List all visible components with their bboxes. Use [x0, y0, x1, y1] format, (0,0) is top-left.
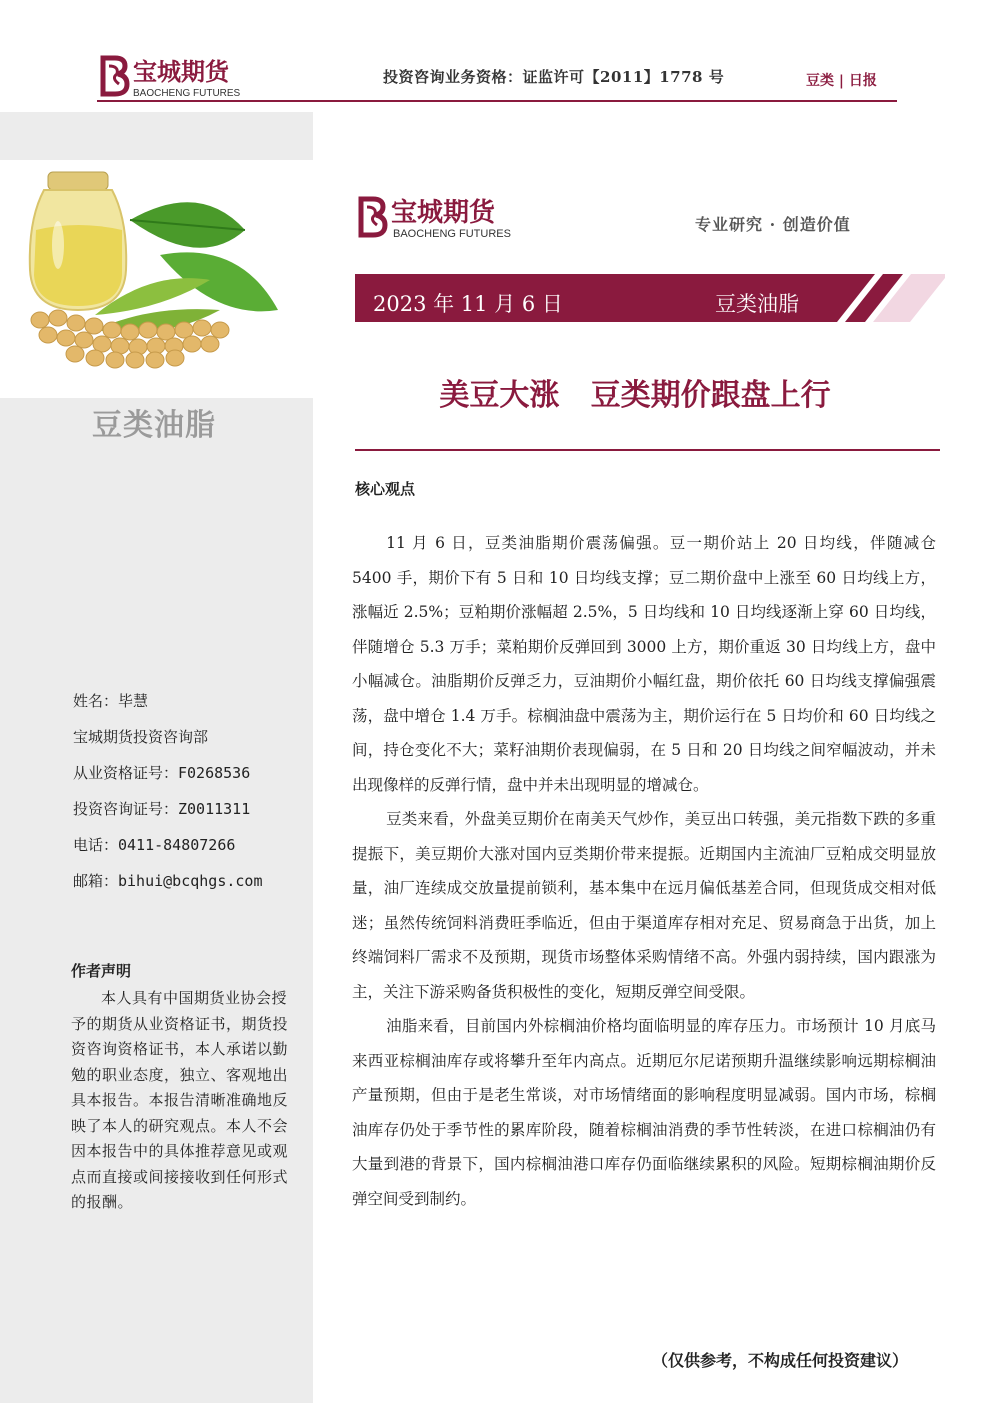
- declaration-title: 作者声明: [71, 962, 132, 980]
- qualification-text: 投资咨询业务资格：证监许可【2011】1778 号: [383, 68, 725, 86]
- paragraph-oil: 油脂来看，目前国内外棕榈油价格均面临明显的库存压力。市场预计 10 月底马来西亚棕榈油库存或将攀升至年内高点。近期厄尔尼诺预期升温继续影响远期棕榈油产量预期，但由于是老生常谈，对市场情绪面的影响程度明显减弱。国内市场，棕榈油库存仍处于季节性的累库阶段，随着棕榈油消费的季节性转淡，在进口棕榈油仍有大量到港的背景下，国内棕榈油港口库存仍面临继续累积的风险。短期棕榈油期价反弹空间受到制约。: [352, 1017, 936, 1208]
- report-body: [352, 526, 936, 1216]
- header-logo-en: BAOCHENG FUTURES: [133, 88, 241, 99]
- author-license: 从业资格证号：F0268536: [73, 764, 251, 782]
- slogan: 专业研究 · 创造价值: [695, 215, 851, 234]
- main-logo: [355, 193, 520, 241]
- headline-divider: [355, 449, 940, 451]
- sidebar-category-title: 豆类油脂: [92, 408, 216, 443]
- headline: 美豆大涨 豆类期价跟盘上行: [439, 378, 831, 413]
- main-logo-en: BAOCHENG FUTURES: [393, 228, 511, 240]
- author-consult-license: 投资咨询证号：Z0011311: [73, 800, 251, 818]
- banner-category: 豆类油脂: [715, 292, 799, 316]
- author-email: 邮箱：bihui@bcqhgs.com: [73, 872, 263, 890]
- author-name: 姓名：毕慧: [73, 692, 149, 710]
- disclaimer-footer: （仅供参考，不构成任何投资建议）: [652, 1351, 909, 1370]
- author-contact: [73, 690, 263, 906]
- paragraph-overview: 11 月 6 日，豆类油脂期价震荡偏强。豆一期价站上 20 日均线，伴随减仓 5400 手，期价下有 5 日和 10 日均线支撑；豆二期价盘中上涨至 60 日均线上方，涨幅近 2.5%；豆粕期价涨幅超 2.5%，5 日均线和 10 日均线逐渐上穿 60 日均线，伴随增仓 5.3 万手；菜粕期价反弹回到 3000 上方，期价重返 30 日均线上方，盘中小幅减仓。油脂期价反弹乏力，豆油期价小幅红盘，期价依托 60 日均线支撑偏强震荡，盘中增仓 1.4 万手。棕榈油盘中震荡为主，期价运行在 5 日均价和 60 日均线之间，持仓变化不大；菜籽油期价表现偏弱，在 5 日和 20 日均线之间窄幅波动，并未出现像样的反弹行情，盘中并未出现明显的增减仓。: [352, 534, 936, 794]
- author-phone: 电话：0411-84807266: [73, 836, 236, 854]
- paragraph-soy: 豆类来看，外盘美豆期价在南美天气炒作，美豆出口转强，美元指数下跌的多重提振下，美豆期价大涨对国内豆类期价带来提振。近期国内主流油厂豆粕成交明显放量，油厂连续成交放量提前锁利，基本集中在远月偏低基差合同，但现货成交相对低迷；虽然传统饲料消费旺季临近，但由于渠道库存相对充足、贸易商急于出货，加上终端饲料厂需求不及预期，现货市场整体采购情绪不高。外强内弱持续，国内跟涨为主，关注下游采购备货积极性的变化，短期反弹空间受限。: [352, 810, 936, 1001]
- header-logo-cn: 宝城期货: [133, 57, 229, 86]
- header-divider: [97, 100, 897, 102]
- soybean-oil-image: [0, 160, 313, 398]
- header-logo: [97, 52, 247, 100]
- report-date: 2023 年 11 月 6 日: [373, 292, 563, 316]
- author-department: 宝城期货投资咨询部: [73, 728, 209, 746]
- section-title: 核心观点: [355, 480, 416, 498]
- main-logo-cn: 宝城期货: [391, 198, 496, 228]
- declaration-text: 本人具有中国期货业协会授予的期货从业资格证书，期货投资咨询资格证书，本人承诺以勤勉的职业态度，独立、客观地出具本报告。本报告清晰准确地反映了本人的研究观点。本人不会因本报告中的具体推荐意见或观点而直接或间接接收到任何形式的报酬。: [71, 989, 289, 1211]
- report-tag: 豆类 | 日报: [806, 73, 877, 89]
